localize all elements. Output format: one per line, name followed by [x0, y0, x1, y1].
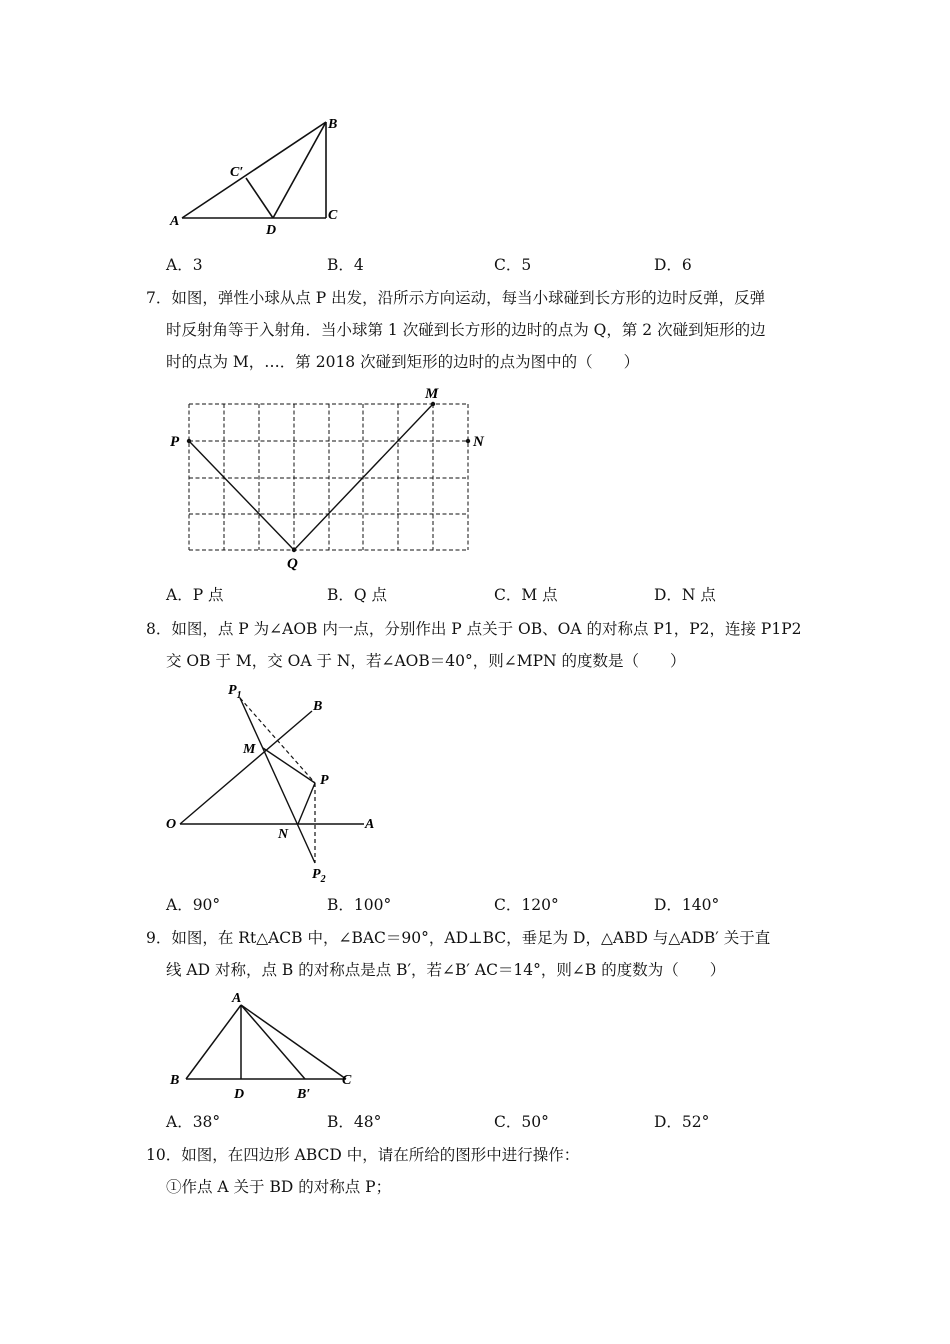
- q7-stem-line1: 7．如图，弹性小球从点 P 出发，沿所示方向运动，每当小球碰到长方形的边时反弹，反弹: [146, 289, 766, 307]
- q7-ball-path: [189, 404, 433, 550]
- q6-option-a[interactable]: A．3: [166, 256, 203, 274]
- label-c-prime: C′: [230, 165, 244, 180]
- q8-figure: [160, 678, 390, 888]
- dashed-p1-p: [240, 698, 315, 783]
- q6-figure: [160, 108, 360, 243]
- label-c: C: [328, 208, 338, 223]
- q7-stem-line2: 时反射角等于入射角．当小球第 1 次碰到长方形的边时的点为 Q，第 2 次碰到矩形的边: [166, 321, 766, 339]
- q9-stem-line1: 9．如图，在 Rt△ACB 中，∠BAC＝90°，AD⊥BC，垂足为 D，△ABD 与△ADB′ 关于直: [146, 929, 771, 947]
- label-a: A: [365, 817, 375, 832]
- q7-option-c[interactable]: C．M 点: [494, 586, 558, 604]
- label-p1: $P_1$: [228, 683, 242, 701]
- segment-c-prime-d: [246, 178, 273, 218]
- label-d: D: [266, 223, 277, 238]
- label-o: O: [166, 817, 177, 832]
- label-b: B: [170, 1073, 180, 1088]
- q9-option-c[interactable]: C．50°: [494, 1113, 549, 1131]
- q8-option-c[interactable]: C．120°: [494, 896, 559, 914]
- segment-ac: [241, 1005, 346, 1079]
- q6-option-c[interactable]: C．5: [494, 256, 532, 274]
- label-p: P: [170, 434, 180, 450]
- label-q: Q: [287, 556, 298, 572]
- label-d: D: [234, 1087, 245, 1102]
- q9-stem-line2: 线 AD 对称，点 B 的对称点是点 B′，若∠B′ AC＝14°，则∠B 的度数为（ ）: [166, 961, 726, 979]
- label-n: N: [473, 434, 484, 450]
- segment-ab-prime: [241, 1005, 305, 1079]
- q9-option-d[interactable]: D．52°: [654, 1113, 710, 1131]
- label-p: P: [320, 773, 329, 788]
- q10-stem-line2: ①作点 A 关于 BD 的对称点 P；: [166, 1178, 392, 1196]
- label-b-prime: B′: [297, 1087, 311, 1102]
- point-m: [431, 402, 435, 406]
- label-b: B: [313, 699, 323, 714]
- segment-ab: [182, 122, 326, 218]
- q7-grid: [189, 404, 468, 550]
- label-m: M: [425, 386, 439, 402]
- q8-option-d[interactable]: D．140°: [654, 896, 720, 914]
- q8-option-b[interactable]: B．100°: [327, 896, 392, 914]
- label-n: N: [278, 827, 289, 842]
- label-a: A: [232, 991, 242, 1006]
- q7-option-d[interactable]: D．N 点: [654, 586, 716, 604]
- q9-figure: [160, 988, 370, 1103]
- q10-stem-line1: 10．如图，在四边形 ABCD 中，请在所给的图形中进行操作：: [146, 1146, 580, 1164]
- label-b: B: [328, 117, 338, 132]
- label-m: M: [243, 742, 256, 757]
- segment-pn: [298, 783, 315, 824]
- q8-stem-line1: 8．如图，点 P 为∠AOB 内一点，分别作出 P 点关于 OB、OA 的对称点 P1，P2，连接 P1P2: [146, 620, 802, 638]
- label-c: C: [342, 1073, 352, 1088]
- segment-ab: [186, 1005, 241, 1079]
- point-n: [466, 439, 470, 443]
- q7-option-b[interactable]: B．Q 点: [327, 586, 388, 604]
- q7-figure: [160, 384, 500, 574]
- q8-stem-line2: 交 OB 于 M，交 OA 于 N，若∠AOB＝40°，则∠MPN 的度数是（ ）: [166, 652, 686, 670]
- label-p2: $P_2$: [312, 867, 326, 885]
- segment-bd: [273, 122, 326, 218]
- q8-option-a[interactable]: A．90°: [166, 896, 221, 914]
- label-a: A: [170, 214, 180, 229]
- q9-option-b[interactable]: B．48°: [327, 1113, 382, 1131]
- q7-stem-line3: 时的点为 M，…．第 2018 次碰到矩形的边时的点为图中的（ ）: [166, 353, 640, 371]
- q6-option-d[interactable]: D．6: [654, 256, 692, 274]
- q6-option-b[interactable]: B．4: [327, 256, 364, 274]
- q7-option-a[interactable]: A．P 点: [166, 586, 224, 604]
- point-q: [292, 548, 296, 552]
- point-p: [187, 439, 191, 443]
- q9-option-a[interactable]: A．38°: [166, 1113, 221, 1131]
